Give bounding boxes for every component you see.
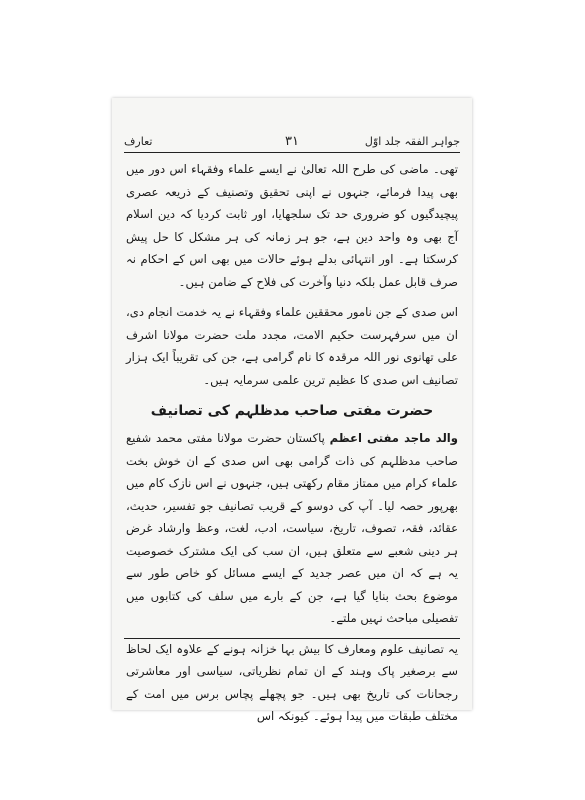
- page-number: ۳۱: [285, 134, 299, 149]
- paragraph-3: [126, 427, 458, 630]
- book-title: جواہر الفقہ جلد اوّل: [364, 135, 460, 148]
- paragraph-4: یہ تصانیف علوم ومعارف کا بیش بہا خزانہ ہونے کے علاوہ ایک لحاظ سے برصغیر پاک وہند کے ان تمام نظریاتی، سیاسی اور معاشرتی رجحانات کی تاریخ بھی ہیں۔ جو پچھلے پچاس برس میں امت کے مختلف طبقات میں پیدا ہوئے۔ کیونکہ اس: [126, 641, 458, 723]
- page-body: [126, 158, 458, 728]
- section-title: تعارف: [124, 135, 153, 148]
- paragraph-2: اس صدی کے جن نامور محققین علماء وفقہاء نے یہ خدمت انجام دی، ان میں سرفہرست حکیم الامت، مجدد ملت حضرت مولانا اشرف علی تھانوی نور اللہ مرقدہ کا نام گرامی ہے، جن کی تقریباً ایک ہزار تصانیف اس صدی کا عظیم ترین علمی سرمایہ ہیں۔: [126, 305, 458, 387]
- paragraph-1: تھی۔ ماضی کی طرح اللہ تعالیٰ نے ایسے علماء وفقہاء اس دور میں بھی پیدا فرمائے، جنہوں نے اپنی تحقیق وتصنیف کے ذریعہ عصری پیچیدگیوں کو ضروری حد تک سلجھایا، اور ثابت کردیا کہ دین اسلام آج بھی وہ واحد دین ہے، جو ہر زمانہ کی ہر مشکل کا حل پیش کرسکتا ہے۔ اور انتہائی بدلے ہوئے حالات میں بھی اس کے احکام نہ صرف قابل عمل بلکہ دنیا وآخرت کی فلاح کے ضامن ہیں۔: [126, 162, 458, 289]
- paragraph-3-lead: والد ماجد مفتی اعظم: [329, 431, 458, 445]
- footer-rule: [124, 638, 460, 639]
- running-header: [124, 134, 460, 153]
- paragraph-3-text: پاکستان حضرت مولانا مفتی محمد شفیع صاحب مدظلہم کی ذات گرامی بھی اس صدی کے ان خوش بخت علماء کرام میں ممتاز مقام رکھتی ہیں، جنہوں نے اس نازک کام میں بھرپور حصہ لیا۔ آپ کی دوسو کے قریب تصانیف جو تفسیر، حدیث، عقائد، فقہ، تصوف، تاریخ، سیاست، ادب، لغت، وعظ وارشاد غرض ہر دینی شعبے سے متعلق ہیں، ان سب کی ایک مشترک خصوصیت یہ ہے کہ ان میں عصر جدید کے ایسے مسائل کو خاص طور سے موضوع بحث بنایا گیا ہے، جن کے بارے میں سلف کی کتابوں میں تفصیلی مباحث نہیں ملتے۔: [126, 431, 458, 625]
- book-page: [112, 98, 472, 723]
- section-heading: حضرت مفتی صاحب مدظلہم کی تصانیف: [150, 403, 434, 419]
